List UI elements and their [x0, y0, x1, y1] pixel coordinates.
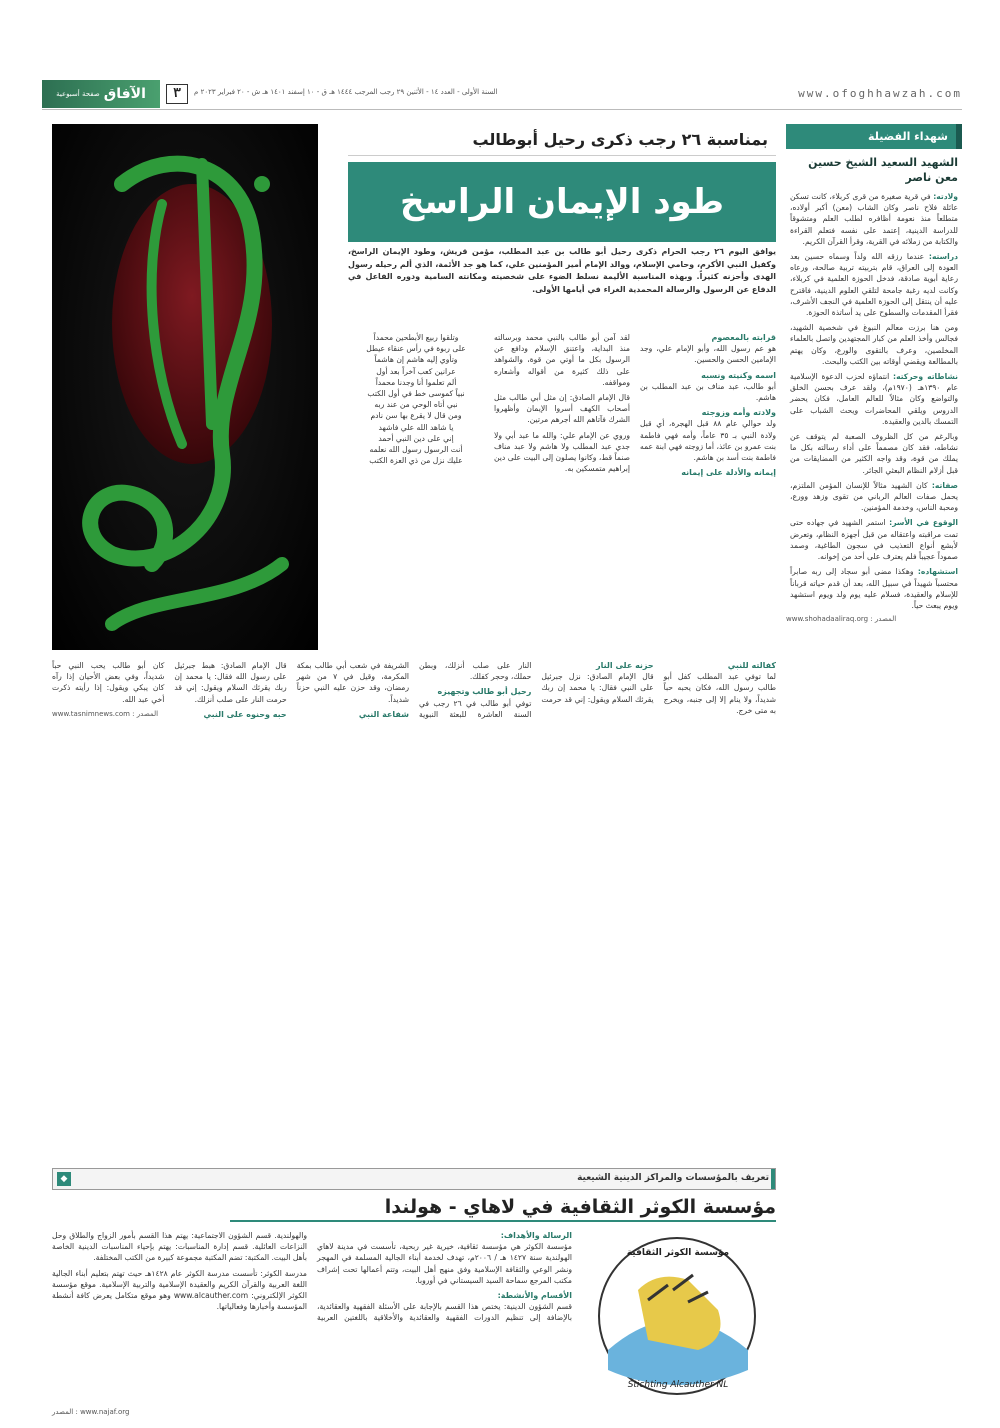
- poem-block: [348, 332, 484, 466]
- article-header: [348, 124, 776, 242]
- article-paragraph: قال الإمام الصادق: إن مثل أبي طالب مثل أصحاب الكهف أسروا الإيمان وأظهروا الشرك فآتاهم الله أجرهم مرتين.: [494, 393, 630, 425]
- sidebar-paragraph: [790, 517, 958, 562]
- lower-title: مؤسسة الكوثر الثقافية في لاهاي - هولندا: [230, 1196, 776, 1222]
- sidebar-text: كان الشهيد مثالاً للإنسان المؤمن الملتزم، يحمل صفات العالم الرباني من تقوى وزهد وورع، ومحبة الناس، وخدمة المؤمنين.: [790, 480, 958, 513]
- sidebar-text: في قرية صغيرة من قرى كربلاء، كانت تسكن عائلة فلاح ناصر وكان الشاب (معن) أكبر أولاده، متطلعاً منذ نعومة أظافره لطلب العلم ومتشوقاً للدراسة الدينية، إعتمد على نفسه فتعلم القراءة والكتابة من زملائه في القرية، وقرأ القرآن الكريم.: [790, 192, 958, 246]
- section-tag: تعريف بالمؤسسات والمراكز الدينية الشيعية ◆: [52, 1168, 776, 1190]
- article-paragraph: هو عم رسول الله، وأبو الإمام علي، وجد الإمامين الحسن والحسين.: [640, 344, 776, 365]
- issue-info: السنة الأولى - العدد ١٤ - الأثنين ٢٩ رجب المرجب ١٤٤٤ هـ ق - ١٠ إسفند ١٤٠١ هـ ش - ٢٠ فبراير ٢٠٢٣ م: [194, 88, 498, 96]
- newspaper-logo: الآفاق صفحة أسبوعية: [42, 80, 160, 108]
- martyr-sidebar: [786, 124, 962, 1339]
- sidebar-text: وهكذا مضى أبو سجاد إلى ربه صابراً محتسباً شهيداً في سبيل الله، بعد أن قدم حياته قرباناً للإسلام والعقيدة، فسلام عليه يوم ولد ويوم استشهد ويوم يبعث حياً.: [790, 567, 958, 610]
- article-section-heading: رحيل أبو طالب وتجهيزه: [437, 687, 532, 697]
- article-paragraph: ولد حوالي عام ٨٨ قبل الهجرة، أي قبل ولادة النبي بـ ٣٥ عاماً، وأمه فهي فاطمة بنت عمرو بن عائذ، أما زوجته فهي ابنة عمه فاطمة بنت أسد بن هاشم.: [640, 419, 776, 463]
- article-section-heading: شفاعة النبي: [358, 709, 410, 719]
- poem-line: ألم تعلموا أنا وجدنا محمداً: [375, 377, 457, 387]
- article-intro: يوافق اليوم ٢٦ رجب الحرام ذكرى رحيل أبو طالب بن عبد المطلب، مؤمن قريش، وطود الإيمان الراسخ، وكفيل النبي الأكرم، وحامي الإسلام، ووالد الإمام أمير المؤمنين علي، كما هو جد الأئمة، الذي ألم رحيله رسول الهدى وأحزنه كثيراً. وبهذه المناسبة الأليمة نسلط الضوء على شخصيته ومكانته السامية ودوره الفاعل في الدفاع عن الرسول والرسالة المحمدية الغراء في أيامها الأولى.: [348, 247, 776, 294]
- page-number: ٣: [166, 84, 188, 104]
- article-section-heading: قرابته بالمعصوم: [711, 333, 776, 342]
- article-paragraph: وروي عن الإمام علي: والله ما عبد أبي ولا جدي عبد المطلب ولا هاشم ولا عبد مناف صنماً قط، وكانوا يصلون إلى البيت على دين إبراهيم متمسكين به.: [494, 430, 630, 474]
- logo-english-text: Stichting Alcauther NL: [627, 1380, 729, 1390]
- sidebar-heading: ولادته:: [933, 192, 958, 201]
- sidebar-text: وبالرغم من كل الظروف الصعبة لم يتوقف عن نشاطه، فقد كان مصمماً على أداء رسالته بكل ما يملك من قوة، وقد واجه الكثير من المضايقات من قبل أزلام النظام البعثي الجائر.: [790, 432, 958, 475]
- lower-paragraph: مدرسة الكوثر: تأسست مدرسة الكوثر عام ١٤٢٨هـ حيث تهتم بتعليم أبناء الجالية اللغة العربية والقرآن الكريم والعقيدة الإسلامية والتربية الإسلامية. موقع مؤسسة الكوثر الإلكتروني: www.alcauther.com وهو موقع متكامل يعرض كافة أنشطة المؤسسة وأخبارها وفعالياتها.: [52, 1268, 308, 1312]
- site-url[interactable]: www.ofoghhawzah.com: [798, 87, 962, 100]
- sidebar-heading: استشهاده:: [917, 567, 959, 577]
- poem-line: نبي أتاه الوحي من عند ربه: [374, 400, 458, 410]
- article-section-heading: ولادته وأمه وزوجته: [701, 408, 776, 418]
- poem-line: يا شاهد الله علي فاشهد: [378, 422, 454, 432]
- lower-source[interactable]: www.najaf.org : المصدر: [52, 1408, 130, 1416]
- sidebar-body: [786, 187, 962, 611]
- lower-body: [52, 1230, 572, 1410]
- article-paragraph: قال الإمام الصادق: نزل جبرئيل على النبي فقال: يا محمد إن ربك يقرئك السلام ويقول: إني قد حرمت النار على صلب أنزلك، وبطن حملك، وحجر كفلك.: [419, 661, 654, 704]
- article-paragraph: لقد آمن أبو طالب بالنبي محمد وبرسالته منذ البداية، واعتنق الإسلام ودافع عن الرسول بكل ما أوتي من قوة، والشواهد على ذلك كثيرة من أقواله وأشعاره ومواقفه.: [494, 333, 630, 387]
- sidebar-paragraph: [790, 431, 958, 476]
- sidebar-paragraph: [790, 371, 958, 427]
- sidebar-paragraph: [790, 322, 958, 367]
- poem-line: وتلقوا ربيع الأبطحين محمداً: [373, 333, 459, 342]
- sidebar-heading: الوقوع في الأسر:: [889, 518, 958, 528]
- sidebar-heading: دراسته:: [928, 252, 958, 262]
- article-paragraph: قال الإمام الصادق: هبط جبرئيل على رسول الله فقال: يا محمد إن ربك يقرئك السلام ويقول: إني قد حرمت النار على صلب أنزلك.: [174, 661, 287, 704]
- page-header: [42, 80, 962, 110]
- article-section-heading: حزنه على النار: [596, 661, 654, 670]
- lower-paragraph: مؤسسة الكوثر هي مؤسسة ثقافية، خيرية غير ربحية، تأسست في مدينة لاهاي الهولندية سنة ١٤٢٧ هـ / ٢٠٠٦م، تهدف لخدمة أبناء الجالية المسلمة في المهجر ونشر الوعي والثقافة الإسلامية وفق منهج أهل البيت، وتتم أعمالها تحت إشراف مكتب المرجع سماحة السيد السيستاني في أوروبا.: [317, 1242, 572, 1285]
- article-paragraph: توفي أبو طالب في ٢٦ رجب في السنة العاشرة للبعثة النبوية الشريفة في شعب أبي طالب بمكة المكرمة، وقيل في ٧ من شهر رمضان، وقد حزن عليه النبي حزناً شديداً.: [296, 661, 532, 719]
- sidebar-paragraph: [790, 480, 958, 514]
- article-section-heading: اسمه وكنيته ونسبه: [701, 370, 776, 380]
- poem-line: أنت الرسول رسول الله نعلمه: [369, 445, 463, 455]
- lower-section-heading: الأقسام والأنشطة:: [497, 1291, 572, 1301]
- sidebar-paragraph: [790, 191, 958, 247]
- sidebar-source[interactable]: www.shohadaaliraq.org : المصدر: [786, 615, 897, 624]
- calligraphy-icon: [52, 124, 318, 650]
- sidebar-text: استمر الشهيد في جهاده حتى تمت مراقبته واعتقاله من قبل أجهزة النظام، وتعرض لأبشع أنواع التعذيب في سجون الطاغية، وصمد صموداً عجيباً فلم يعترف على أحد من إخوانه.: [790, 518, 958, 562]
- poem-line: نبياً كموسى خط في أول الكتب: [367, 389, 465, 399]
- logo-arabic-text: مؤسسة الكوثر الثقافية: [626, 1248, 730, 1258]
- sidebar-text: انتماؤه لحزب الدعوة الإسلامية عام ١٣٩٠هـ (١٩٧٠م)، ولقد عرف بحسن الخلق والتواضع وكان مثالاً للعالم العامل، فكان يحضر الدروس ويلقي المحاضرات ويحث الشباب على التمسك بالدين والعقيدة.: [790, 372, 958, 426]
- article-paragraph: كان أبو طالب يحب النبي حباً شديداً، وفي بعض الأحيان إذا رآه كان يبكي ويقول: إذا رأيته ذكرت أخي عبد الله.: [52, 661, 165, 704]
- article-body-continued: [52, 660, 776, 1160]
- lower-section-heading: الرسالة والأهداف:: [500, 1231, 572, 1240]
- tag-icon: ◆: [57, 1172, 71, 1186]
- article-section-heading: كفالته للنبي: [727, 661, 776, 670]
- sidebar-text: عندما رزقه الله ولداً وسماه حسين بعد العودة إلى العراق، قام بتربيته تربية صالحة، ورعاه رعاية أبوية صادقة، فدخل الحوزة العلمية في كربلاء، وكانت لديه رغبة جامحة لتلقي العلوم الدينية، فاقترح عليه أن ينتقل إلى الحوزة العلمية في النجف الأشرف، فقرأ المقدمات والسطوح على يد أساتذة الحوزة.: [790, 252, 958, 318]
- sidebar-title: الشهيد السعيد الشيخ حسين معن ناصر: [808, 156, 958, 184]
- lower-paragraph: قسم الشؤون الدينية: يختص هذا القسم بالإجابة على الأسئلة الفقهية والعقائدية، بالإضافة إلى تنظيم الدورات الفقهية والعقائدية والأخلاقية باللغتين العربية والهولندية. قسم الشؤون الاجتماعية: يهتم هذا القسم بأمور الزواج والطلاق وحل النزاعات العائلية. قسم إدارة المناسبات: يهتم بإحياء المناسبات الدينية الخاصة بأهل البيت. المكتبة: تضم المكتبة مجموعة كبيرة من الكتب المختلفة.: [52, 1231, 572, 1323]
- poem-line: على ربوة في رأس عنقاء عيطل: [366, 344, 466, 354]
- sidebar-paragraph: [790, 566, 958, 611]
- article-section-heading: حبه وحنوه على النبي: [203, 709, 287, 719]
- poem-line: وتأوي إليه هاشم إن هاشماً: [374, 355, 458, 365]
- poem-line: عليك نزل من ذي العزة الكتب: [369, 456, 463, 466]
- article-body: [348, 332, 776, 650]
- article-source[interactable]: www.tasnimnews.com : المصدر: [52, 709, 159, 718]
- article-paragraph: لما توفي عبد المطلب كفل أبو طالب رسول الله، فكان يحبه حباً شديداً، ولا ينام إلا إلى جنبه، ويخرج به متى خرج.: [663, 672, 776, 715]
- sidebar-section-title: شهداء الفضيلة: [786, 124, 962, 149]
- poem-line: إني على دين النبي أحمد: [378, 433, 454, 443]
- article-subtitle: بمناسبة ٢٦ رجب ذكرى رحيل أبوطالب: [348, 124, 776, 156]
- sidebar-text: ومن هنا برزت معالم النبوغ في شخصية الشهيد، فجالس وأخذ العلم من كبار المجتهدين واتصل بالعلماء المخلصين، وعرف بالتقوى والورع، وكان يهتم بالمطالعة ويقضي أوقاته بين الكتب والبحث.: [790, 323, 958, 366]
- poem-line: ومن قال لا يقرع بها سن نادم: [370, 411, 462, 421]
- sidebar-heading: نشاطاته وحركته:: [893, 372, 958, 382]
- alcauther-logo: [578, 1230, 776, 1408]
- poem-line: عرانين كعب آخراً بعد أول: [376, 366, 456, 376]
- sidebar-paragraph: [790, 251, 958, 318]
- article-title: طود الإيمان الراسخ: [348, 162, 776, 242]
- sidebar-heading: صفاته:: [931, 480, 958, 490]
- article-paragraph: أبو طالب، عبد مناف بن عبد المطلب بن هاشم.: [640, 381, 776, 403]
- article-section-heading: إيمانه والأدلة على إيمانه: [681, 468, 776, 478]
- calligraphy-image: [52, 124, 318, 650]
